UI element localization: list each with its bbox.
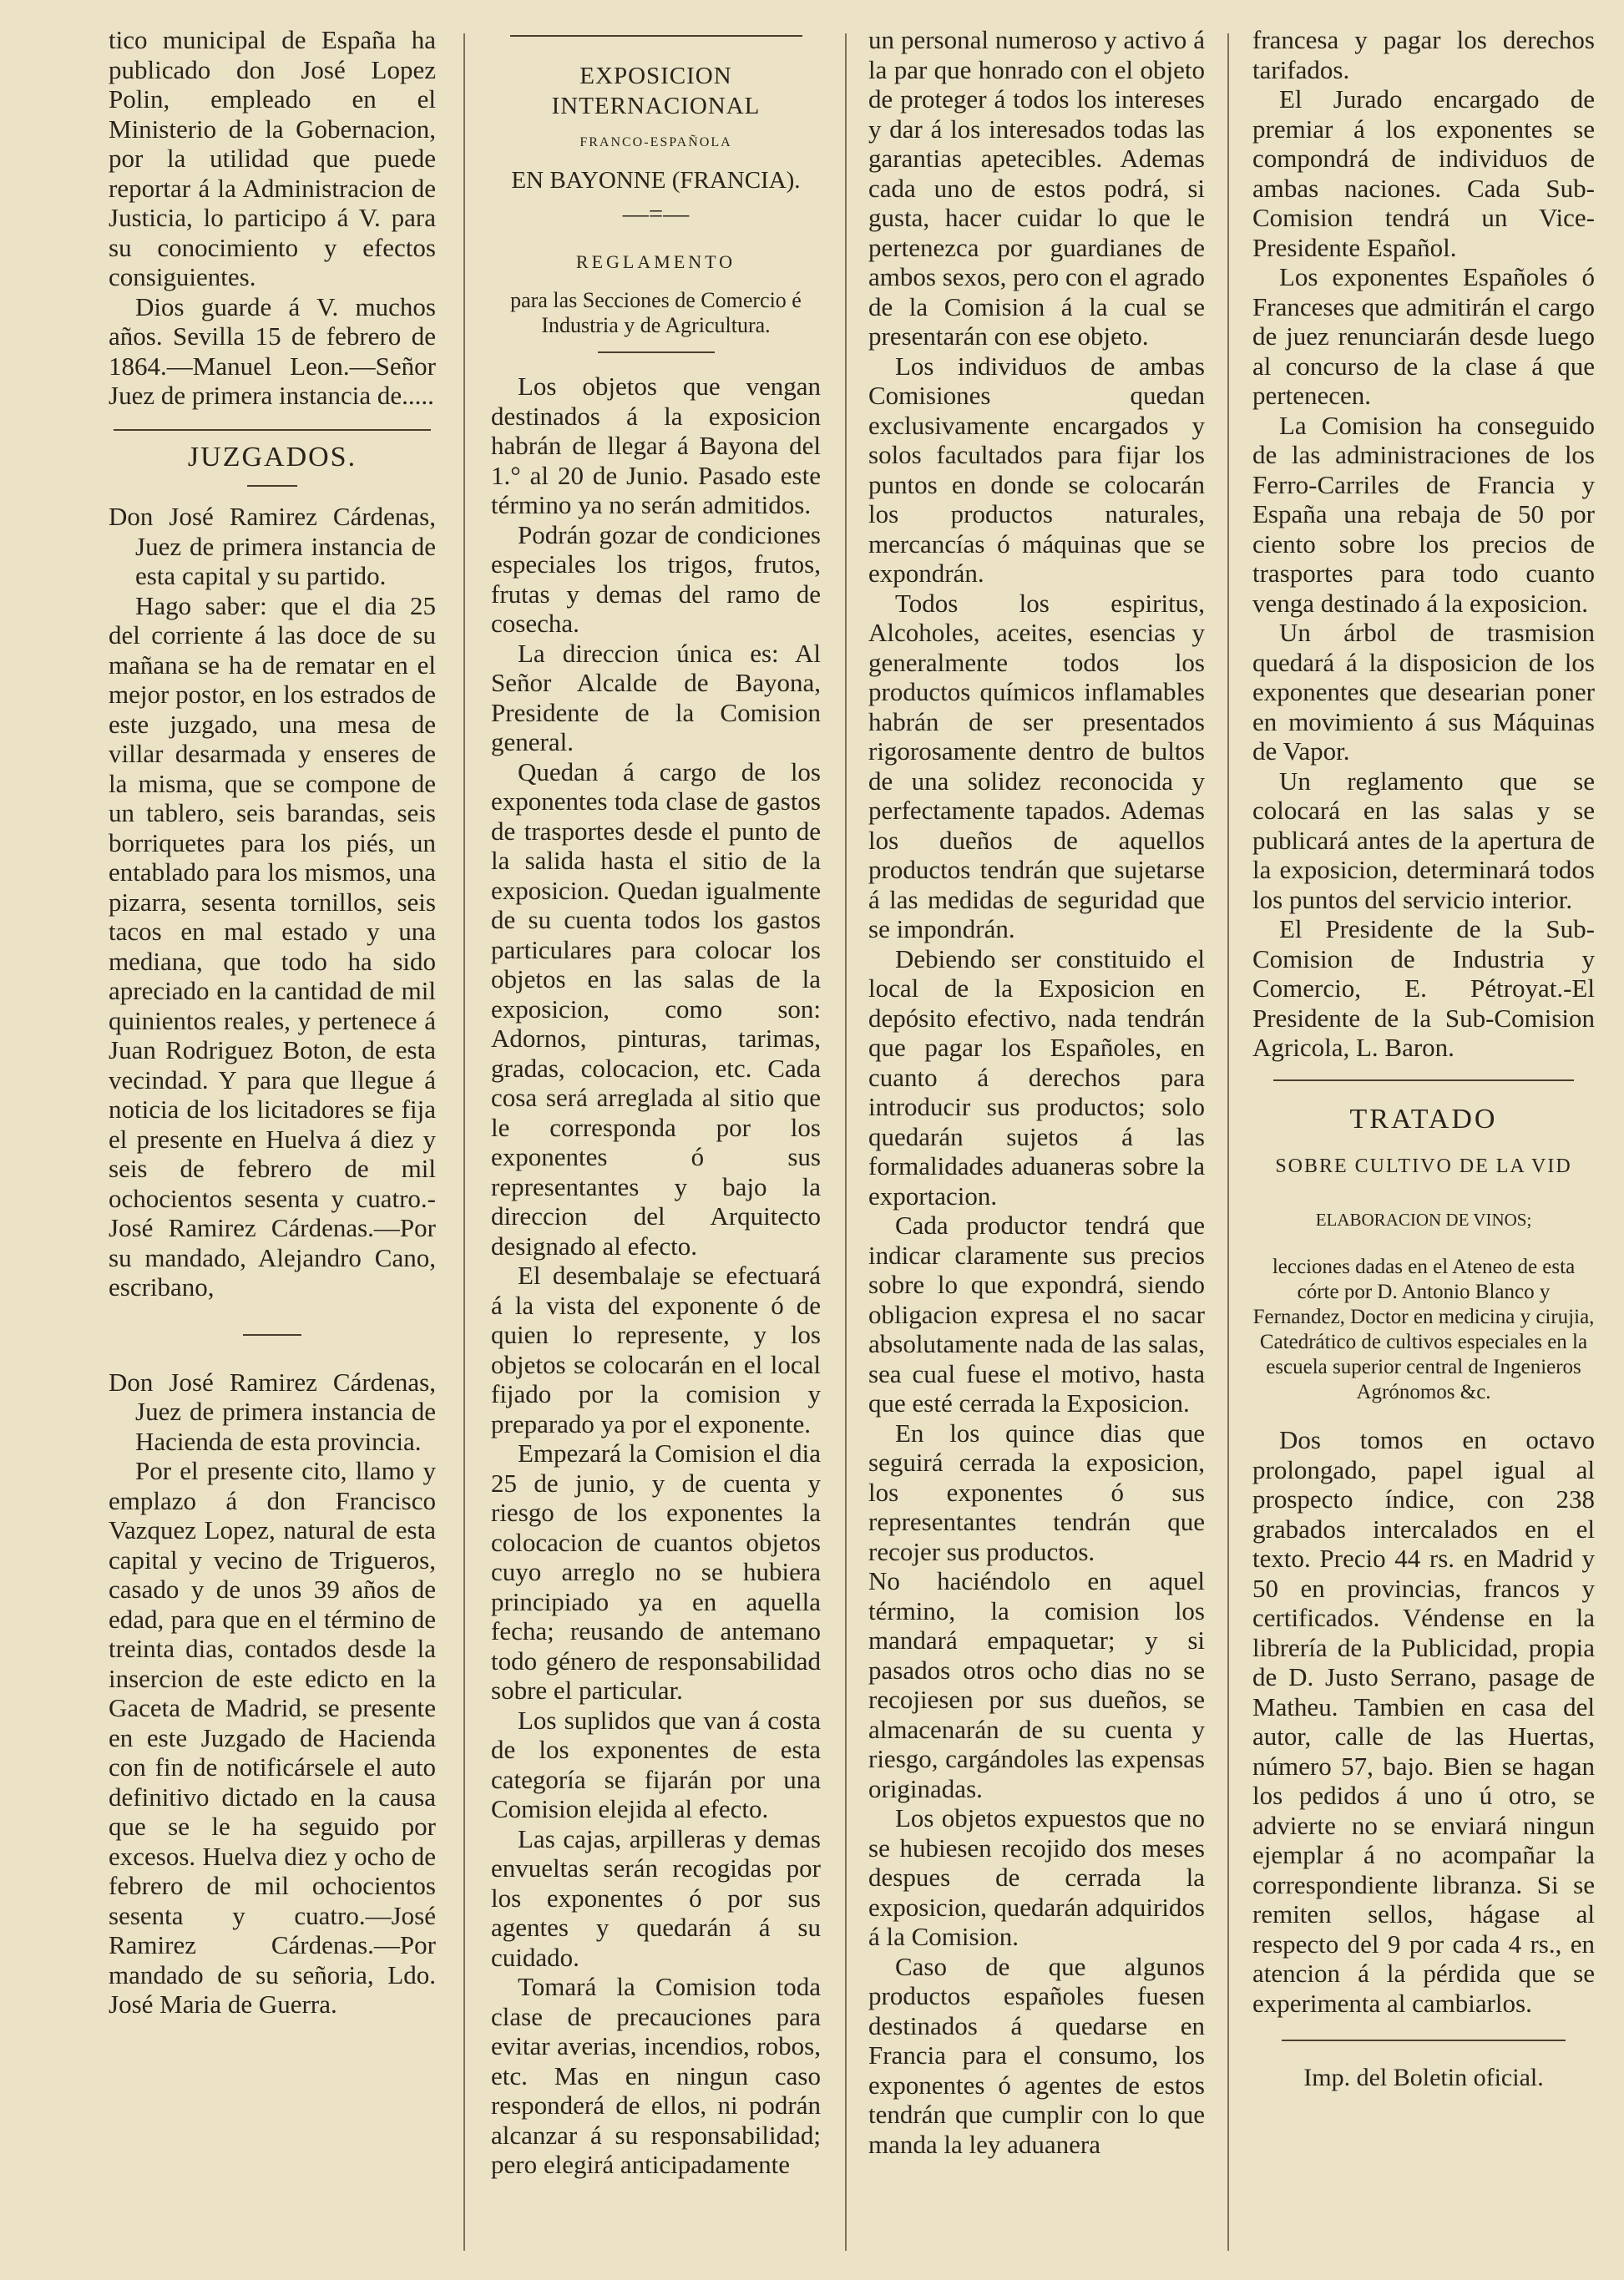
column-divider	[845, 33, 847, 2251]
article-paragraph: Los objetos que vengan destinados á la exposicion habrán de llegar á Bayona del 1.° al 20 de Junio. Pasado este término ya no serán admitidos.	[491, 372, 821, 519]
separator: —=—	[622, 199, 690, 228]
tratado-elaboracion: ELABORACION DE VINOS;	[1315, 1209, 1532, 1230]
exposition-title: EXPOSICION INTERNACIONAL	[551, 63, 761, 119]
article-paragraph: El Jurado encargado de premiar á los exponentes se compondrá de individuos de ambas naciones. Cada Sub-Comision tendrá un Vice-Presidente Español.	[1252, 84, 1595, 262]
edict-separator	[243, 1334, 301, 1336]
article-paragraph: Quedan á cargo de los exponentes toda clase de gastos de trasportes desde el punto de la salida hasta el sitio de la exposicion. Quedan igualmente de su cuenta todos los gastos particulares para colocar los objetos en las salas de la exposicion, como son: Adornos, pinturas, tarimas, gradas, colocacion, etc. Cada cosa será arreglada al sitio que le corresponda por los exponentes ó sus representantes y bajo la direccion del Arquitecto designado al efecto.	[491, 756, 821, 1261]
article-paragraph: Un árbol de trasmision quedará á la disposicion de los exponentes que desearian poner en movimiento á sus Máquinas de Vapor.	[1252, 618, 1595, 766]
article-paragraph: francesa y pagar los derechos tarifados.	[1252, 25, 1595, 84]
letter-continuation: tico municipal de España ha publicado don José Lopez Polin, empleado en el Ministerio de la Gobernacion, por la utilidad que puede reportar á la Administracion de Justicia, lo participo á V. para su conocimiento y efectos consiguientes.	[109, 25, 436, 291]
article-signature: El Presidente de la Sub-Comision de Industria y Comercio, E. Pétroyat.-El Presidente de la Sub-Comision Agricola, L. Baron.	[1252, 914, 1595, 1062]
article-paragraph: El desembalaje se efectuará á la vista del exponente ó de quien lo represente, y los objetos se colocarán en el local fijado por la comision y preparado ya por el exponente.	[491, 1261, 821, 1438]
column-2	[491, 25, 821, 2259]
tratado-subheading: SOBRE CULTIVO DE LA VID	[1275, 1155, 1572, 1177]
article-paragraph: un personal numeroso y activo á la par que honrado con el objeto de proteger á todos los intereses y dar á los interesados todas las garantias apetecibles. Ademas cada uno de estos podrá, si gusta, hacer cuidar lo que le pertenezca por guardianes de ambos sexos, pero con el agrado de la Comision á la cual se presentarán con ese objeto.	[868, 25, 1205, 351]
section-heading-juzgados: JUZGADOS.	[187, 441, 357, 473]
column-1	[109, 25, 436, 2259]
exposition-location: EN BAYONNE (FRANCIA).	[511, 166, 801, 194]
article-paragraph: Los suplidos que van á costa de los exponentes de esta categoría se fijarán por una Comision elejida al efecto.	[491, 1705, 821, 1823]
tratado-lecciones: lecciones dadas en el Ateneo de esta córte por D. Antonio Blanco y Fernandez, Doctor en medicina y cirujia, Catedrático de cultivos especiales en la escuela superior central de Ingenieros Agrónomos &c.	[1252, 1256, 1595, 1403]
column-divider	[1227, 33, 1229, 2251]
article-paragraph: Todos los espiritus, Alcoholes, aceites, esencias y generalmente todos los productos químicos inflamables habrán de ser presentados rigorosamente dentro de bultos de una solidez reconocida y perfectamente tapados. Ademas los dueños de aquellos productos tendrán que sujetarse á las medidas de seguridad que se impondrán.	[868, 588, 1205, 943]
article-paragraph: No haciéndolo en aquel término, la comision los mandará empaquetar; y si pasados otros ocho dias no se recojiesen por sus dueños, se almacenarán de su cuenta y riesgo, cargándoles las expensas originadas.	[868, 1566, 1205, 1803]
column-4	[1252, 25, 1595, 2259]
letter-closing: Dios guarde á V. muchos años. Sevilla 15 de febrero de 1864.—Manuel Leon.—Señor Juez de primera instancia de.....	[109, 291, 436, 410]
article-paragraph: Caso de que algunos productos españoles fuesen destinados á quedarse en Francia para el consumo, los exponentes ó agentes de estos tendrán que cumplir con lo que manda la ley aduanera	[868, 1951, 1205, 2159]
edict-1-body: Hago saber: que el dia 25 del corriente á las doce de su mañana se ha de rematar en el mejor postor, en los estrados de este juzgado, una mesa de villar desarmada y enseres de la misma, que se compone de un tablero, seis barandas, seis borriquetes para los piés, un entablado para los mismos, una pizarra, sesenta tornillos, seis tacos en mal estado y una mediana, que todo ha sido apreciado en la cantidad de mil quinientos reales, y pertenece á Juan Rodriguez Boton, de esta vecindad. Y para que llegue á noticia de los licitadores se fija el presente en Huelva á diez y seis de febrero de mil ochocientos sesenta y cuatro.-José Ramirez Cárdenas.—Por su mandado, Alejandro Cano, escribano,	[109, 590, 436, 1302]
article-paragraph: Cada productor tendrá que indicar claramente sus precios sobre lo que expondrá, siendo obligacion expresa el no sacar absolutamente nada de las salas, sea cual fuese el motivo, hasta que esté cerrada la Exposicion.	[868, 1211, 1205, 1418]
article-paragraph: Los individuos de ambas Comisiones quedan exclusivamente encargados y solos facultados para fijar los puntos en donde se colocarán los productos naturales, mercancías ó máquinas que se expondrán.	[868, 351, 1205, 588]
article-paragraph: La Comision ha conseguido de las administraciones de los Ferro-Carriles de Francia y España una rebaja de 50 por ciento sobre los precios de trasportes para todo cuanto venga destinado á la exposicion.	[1252, 410, 1595, 618]
article-paragraph: Los objetos expuestos que no se hubiesen recojido dos meses despues de cerrada la exposicion, quedarán adquiridos á la Comision.	[868, 1803, 1205, 1951]
top-rule	[510, 35, 802, 37]
article-paragraph: Los exponentes Españoles ó Franceses que admitirán el cargo de juez renunciarán desde luego al concurso de la clase á que pertenecen.	[1252, 262, 1595, 410]
article-paragraph: Podrán gozar de condiciones especiales los trigos, frutos, frutas y demas del ramo de cosecha.	[491, 519, 821, 638]
section-rule	[1273, 1079, 1574, 1081]
footer-rule	[1282, 2040, 1566, 2041]
column-divider	[463, 33, 465, 2251]
article-paragraph: La direccion única es: Al Señor Alcalde de Bayona, Presidente de la Comision general.	[491, 638, 821, 756]
edict-1-intro: Don José Ramirez Cárdenas, Juez de primera instancia de esta capital y su partido.	[109, 502, 436, 590]
article-paragraph: Un reglamento que se colocará en las salas y se publicará antes de la apertura de la exposicion, determinará todos los puntos del servicio interior.	[1252, 766, 1595, 914]
reglamento-heading: REGLAMENTO	[575, 250, 736, 272]
heading-rule	[598, 351, 715, 353]
edict-2-intro: Don José Ramirez Cárdenas, Juez de primera instancia de Hacienda de esta provincia.	[109, 1367, 436, 1456]
printer-imprint: Imp. del Boletin oficial.	[1303, 2064, 1544, 2091]
article-paragraph: Tomará la Comision toda clase de precauciones para evitar averias, incendios, robos, etc. Mas en ningun caso responderá de ellos, ni podrán alcanzar á su responsabilidad; pero elegirá anticipadamente	[491, 1972, 821, 2179]
article-paragraph: Empezará la Comision el dia 25 de junio, y de cuenta y riesgo de los exponentes la colocacion de cuantos objetos cuyo arreglo no se hubiera principiado ya en aquella fecha; reusando de antemano todo género de responsabilidad sobre el particular.	[491, 1438, 821, 1705]
column-3	[868, 25, 1205, 2259]
article-paragraph: Las cajas, arpilleras y demas envueltas serán recogidas por los exponentes ó por sus agentes y quedarán á su cuidado.	[491, 1823, 821, 1972]
section-rule	[114, 429, 431, 431]
tratado-anuncio: Dos tomos en octavo prolongado, papel igual al prospecto índice, con 238 grabados intercalados en el texto. Precio 44 rs. en Madrid y 50 en provincias, francos y certificados. Véndense en la librería de la Publicidad, propia de D. Justo Serrano, pasage de Matheu. Tambien en casa del autor, calle de las Huertas, número 57, bajo. Bien se hagan los pedidos á uno ú otro, se advierte no se enviará ningun ejemplar á no acompañar la correspondiente libranza. Si se remiten sellos, hágase al respecto del 9 por cada 4 rs., en atencion á la pérdida que se experimenta al cambiarlos.	[1252, 1425, 1595, 2018]
article-paragraph: En los quince dias que seguirá cerrada la exposicion, los exponentes ó sus representantes tendrán que recojer sus productos.	[868, 1418, 1205, 1566]
article-paragraph: Debiendo ser constituido el local de la Exposicion en depósito efectivo, nada tendrán que pagar los Españoles, en cuanto á derechos para introducir sus productos; solo quedarán sujetos á las formalidades aduaneras sobre la exportacion.	[868, 943, 1205, 1211]
tratado-heading: TRATADO	[1349, 1103, 1498, 1135]
exposition-subtitle: FRANCO-ESPAÑOLA	[579, 135, 732, 149]
reglamento-subtitle: para las Secciones de Comercio é Industria y de Agricultura.	[510, 288, 802, 337]
heading-rule	[247, 485, 297, 487]
edict-2-body: Por el presente cito, llamo y emplazo á don Francisco Vazquez Lopez, natural de esta capital y vecino de Trigueros, casado y de unos 39 años de edad, para que en el término de treinta dias, contados desde la insercion de este edicto en la Gaceta de Madrid, se presente en este Juzgado de Hacienda con fin de notificársele el auto definitivo dictado en la causa que se le ha seguido por excesos. Huelva diez y ocho de febrero de mil ochocientos sesenta y cuatro.—José Ramirez Cárdenas.—Por mandado de su señoria, Ldo. José Maria de Guerra.	[109, 1456, 436, 2019]
